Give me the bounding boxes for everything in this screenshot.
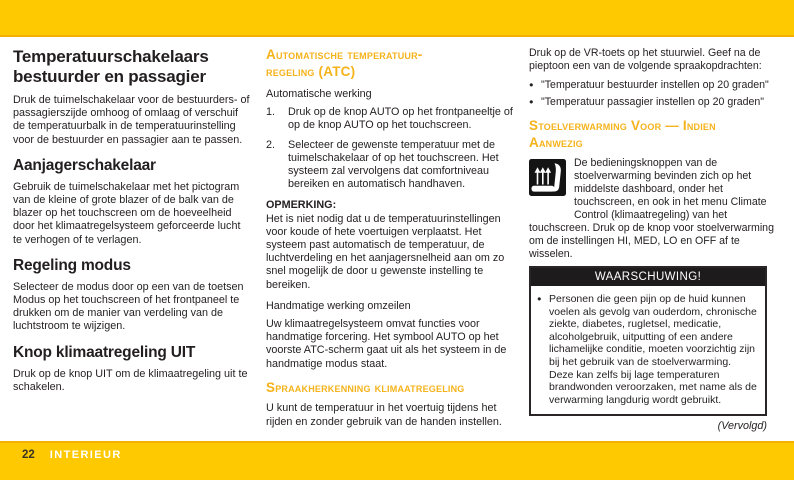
list-item — [266, 106, 513, 132]
warning-title: WAARSCHUWING! — [531, 268, 765, 286]
section-title-aanjagerschakelaar: Aanjagerschakelaar — [13, 156, 156, 174]
heading-atc-line2: regeling (ATC) — [266, 63, 356, 79]
seat-heater-icon — [529, 159, 566, 196]
list-item — [537, 293, 757, 406]
list-item — [529, 79, 782, 92]
heading-stoelverwarming-line1: Stoelverwarming Voor — Indien — [529, 118, 716, 133]
note-body: Het is niet nodig dat u de temperatuurinstellingen voor koude of hete voertuigen verplaatst. Het systeem past automatisch de temperatuur, de luchtverdeling en het aanjagersnelheid aan om zo snel mogelijk de door u gewenste instelling te bereiken. — [266, 212, 505, 291]
footer-section-label: INTERIEUR — [49, 449, 122, 461]
page-number: 22 — [22, 449, 35, 461]
top-band — [0, 0, 794, 37]
paragraph-aanjagerschakelaar: Gebruik de tuimelschakelaar met het pictogram van de kleine of grote blazer of de balk van de blazer op het touchscreen om de hoeveelheid door het klimaatregelsysteem geforceerde lucht te verhogen of te verlagen. — [13, 180, 241, 246]
subheading-automatische-werking: Automatische werking — [266, 88, 372, 100]
column-left — [13, 47, 250, 441]
page-content — [0, 39, 794, 441]
paragraph-spraakherkenning: U kunt de temperatuur in het voertuig tijdens het rijden en zonder gebruik van de handen instellen. — [266, 402, 502, 428]
subheading-handmatige-werking: Handmatige werking omzeilen — [266, 299, 411, 312]
heading-spraakherkenning-line1: Spraakherkenning klimaatregeling — [266, 379, 465, 395]
heading-stoelverwarming-line2: Aanwezig — [529, 134, 583, 150]
warning-box — [529, 266, 767, 416]
paragraph-handmatige-werking: Uw klimaatregelsysteem omvat functies voor handmatige forcering. Het symbool AUTO op het voorste ATC-scherm gaat uit als het systeem in de handmatige modus staat. — [266, 318, 507, 370]
bullet-icon — [529, 78, 541, 91]
heading-spraakherkenning — [266, 380, 513, 397]
heading-atc — [266, 47, 513, 80]
footer — [0, 443, 794, 461]
bullet-icon — [537, 292, 549, 405]
column-right — [529, 47, 782, 441]
section-title-klimaatregeling-uit: Knop klimaatregeling UIT — [13, 343, 196, 361]
voice-command-text: "Temperatuur passagier instellen op 20 graden" — [541, 96, 765, 108]
list-number: 1. — [266, 106, 276, 119]
stoelverwarming-block — [529, 157, 782, 261]
warning-body — [531, 286, 765, 414]
column-middle — [266, 47, 513, 441]
paragraph-klimaatregeling-uit: Druk op de knop UIT om de klimaatregeling uit te schakelen. — [13, 367, 248, 393]
heading-stoelverwarming — [529, 118, 782, 151]
voice-command-text: "Temperatuur bestuurder instellen op 20 graden" — [541, 79, 769, 91]
section-title-regeling-modus: Regeling modus — [13, 256, 131, 274]
continued-label: (Vervolgd) — [717, 420, 767, 433]
paragraph-temperatuurschakelaars: Druk de tuimelschakelaar voor de bestuurders- of passagierszijde omhoog of omlaag of verschuif de temperatuurbalk in de temperatuurinstelling voor de bestuurder en passagier aan te passen. — [13, 94, 250, 146]
paragraph-vr-toets: Druk op de VR-toets op het stuurwiel. Geef na de pieptoon een van de volgende spraakopdrachten: — [529, 47, 762, 72]
list-item — [266, 139, 513, 192]
list-text: Druk op de knop AUTO op het frontpaneeltje of op de knop AUTO op het touchscreen. — [288, 106, 513, 132]
paragraph-regeling-modus: Selecteer de modus door op een van de toetsen Modus op het touchscreen of het frontpaneel te drukken om de manier van verdeling van de luchtstroom te wijzigen. — [13, 280, 244, 333]
section-title-temperatuurschakelaars: Temperatuurschakelaars bestuurder en passagier — [13, 47, 209, 86]
voice-command-list — [529, 79, 782, 109]
footer-band — [0, 441, 794, 480]
warning-text: Personen die geen pijn op de huid kunnen voelen als gevolg van ouderdom, chronische ziekte, diabetes, rugletsel, medicatie, alcoholgebruik, uitputting of een andere lichamelijke conditie, moeten voorzichtig zijn bij het gebruik van de stoelverwarming. Deze kan zelfs bij lage temperaturen brandwonden veroorzaken, met name als de verwarming langdurig wordt gebruikt. — [549, 293, 757, 406]
bullet-icon — [529, 95, 541, 108]
paragraph-stoelverwarming: De bedieningsknoppen van de stoelverwarming bevinden zich op het middelste dashboard, onder het touchscreen, en ook in het menu Climate Control (klimaatregeling) van het touchscreen. Druk op de knop voor stoelverwarming om de instellingen HI, MED, LO en OFF af te wisselen. — [529, 157, 774, 260]
list-item — [529, 96, 782, 109]
numbered-list — [266, 106, 513, 191]
heading-atc-line1: Automatische temperatuur- — [266, 47, 423, 62]
note-label: OPMERKING: — [266, 199, 337, 212]
list-number: 2. — [266, 138, 276, 151]
list-text: Selecteer de gewenste temperatuur met de tuimelschakelaar of op het touchscreen. Het systeem zal vervolgens dat comfortniveau bereiken en automatisch handhaven. — [288, 138, 499, 191]
